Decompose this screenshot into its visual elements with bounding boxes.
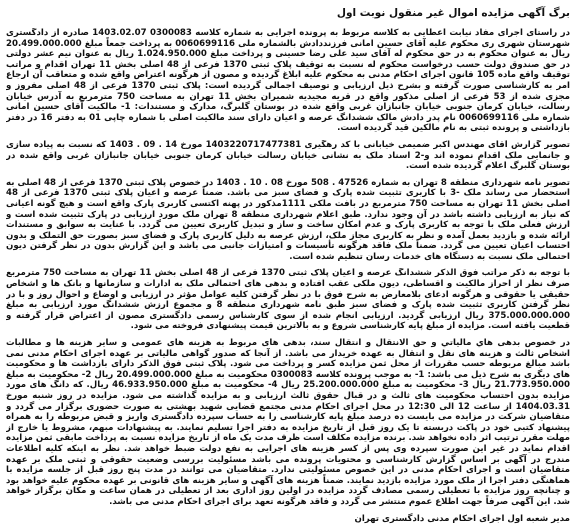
notice-paragraph-2: تصویر گزارش آقای مهندس اکبر ضمیمی خیابانی با کد رهگیری 1403220717477381 مورخ 14 . 09 . 1403 که نسبت به پیاده سازی و جانمایی ملک اقدام نموده اند و-2 اسناد ملک به نشانی خیابان رسالت خیابان کرمان جنوبی خیابان جانبازان غربی واقع شده در بوستان گلبرگ اعلام گردیده شده است. [6, 139, 570, 172]
notice-title: برگ آگهی مزایده اموال غیر منقول نوبت اول [336, 7, 570, 19]
notice-paragraph-3: تصویر نامه شهرداری منطقه 8 تهران به شماره 47526 . 508 مورخ 08 . 10 . 1403 در خصوص پلاک ثبتی 1370 فرعی از 48 اصلی به استحضار می رساند ملک -3 با کاربری تثبیت شده پارک و فضای سبز می باشد. ضمناً عرصه و اعیان پلاک ثبتی 1370 فرعی از 48 اصلی بخش 11 تهران به مساحت 750 مترمربع در بافت ملکی 1111مذکور در پهنه اکتسی کاربری پارک واقع است و هیچ گونه اعیانی که نیاز به ارزیابی داشته باشد در آن وجود ندارد. طبق اعلام شهرداری منطقه 8 تهران ملک مورد ارزیابی در پارک تثبیت شده است و ارزش فعلی ملک با توجه به کاربری پارک و عدم امکان ساخت و ساز و تبدیل کاربری تعیین می گردد. با عنایت به سوابق و مستندات ارائه شده و بازدید بعمل آمده و نظر به کاربری مجاز ملک، ارزش عرصه به دلیل کاربری پارک و فضای سبز بصورت حق التملک و بدون احتساب اعیان تعیین می گردد. ضمناً ملک فاقد هرگونه تأسیسات و امتیازات جانبی می باشد و این گزارش بدون در نظر گرفتن دیون احتمالی ملک نسبت به دستگاه های خدمات رسان تنظیم شده است. [6, 177, 570, 262]
notice-paragraph-4: با توجه به ذکر مراتب فوق الذکر ششدانگ عرصه و اعیان پلاک ثبتی 1370 فرعی از 48 اصلی بخش 11 تهران به مساحت 750 مترمربع صرف نظر از احراز مالکیت و اقساطی، دیون ملکی عقب افتاده و بدهی های احتمالی ملک به ادارات و سازمانها و بانک ها و اشخاص حقیقی یا حقوقی و هرگونه ادعای بلامعارض به شرح فوق با در نظر گرفتن کلیه عوامل مؤثر در ارزیابی و اوضاع و احوال روز و با در نظر گرفتن کاربری تثبیت شده پارک و فضای سبز طبق نامه شهرداری منطقه 8 و مجموع ارزش ششدانگ مورد ارزیابی به مبلغ 375.000.000.000 ریال ارزیابی گردید. ارزیابی انجام شده از سوی کارشناس رسمی دادگستری مصون از اعتراض قرار گرفته و قطعیت یافته است. مزایده از مبلغ پایه کارشناسی شروع و به بالاترین قیمت پیشنهادی فروخته می شود. [6, 268, 570, 332]
notice-paragraph-1: در راستای اجرای مفاد نیابت اعطایی به کلاسه مربوط به پرونده اجرایی به شماره کلاسه 0300083 1403.02.07 صادره از دادگستری شهرستان شهری ری محکوم علیه آقای حسین امانی فرزنددادش بالشماره ملی 0060699116 به پرداخت جمعاً مبلغ 20.499.000.000 ریال به عنوان محکوم به در حق محکوم له آقای سید علی رضا حسینی و پرداخت مبلغ 1.024.950.000 ریال به عنوان نیم عشر دولتی در حق صندوق دولت حسب درخواست محکوم له نسبت به توقیف پلاک ثبتی 1370 فرعی از 48 اصلی بخش 11 تهران اقدام و مراتب توقیف واقع ماده 105 قانون اجرای احکام مدنی به محکوم علیه ابلاغ گردیده و مصون از هرگونه اعتراض واقع شده و متعاقب آن ارجاع امر به کارشناسی صورت گرفته و بشرح ذیل ارزیابی و توصیف اجمالی گردیده است: پلاک ثبتی 1370 فرعی از 48 اصلی مفروز و مجزی شده از 53 فرعی از اصلی مذکور واقع در قریه مجیدیه شمیران بخش 11 تهران به مساحت 750 مترمربع به آدرس خیابان رسالت، خیابان کرمان جنوبی خیابان جانبازان غربی واقع شده در بوستان گلبرگ، مدارک و مستندات: 1- مالکیت آقای حسین امانی شماره ملی 0060699116 نام پدر دادش مالک ششدانگ عرصه و اعیان دارای سند مالکیت اصلی با شماره چاپی 01 به دفتر 16 در دفتر بازداشتی و پرونده ثبتی به نام مالکین قید گردیده است. [6, 28, 570, 134]
notice-paragraph-5: در خصوص بدهی هاي مالیاتي و حق الانتقال و انتقال سند، بدهی های مربوط به هزینه های عمومی و سایر هزینه ها و مطالبات اشخاص ثالث و هزینه های نقل و انتقال به عهده خریدار می باشد. از آنجا که صدور گواهی مالیاتی بر عهده اجرای احکام مدنی نمی باشد مبالغ مربوطه حسب مقررات از محل ثمن مزایده کسر و پرداخت می شود. پلاک ثبتی فوق الذکر دارای بازداشت ها و محکومیت های دیگری به شرح ذیل می باشد: 1- به موجب پرونده کلاسه 0300083 محکومیت به مبلغ 20.499.000.000 ریال 2- محکومیت به مبلغ 21.773.950.000 ریال 3- محکومیت به مبلغ 25.200.000.000 ریال 4- محکومیت به مبلغ 46.933.950.000 ریال. که دانگ های مورد مزایده بدون احتساب محکومیت های ثالث و در قبال حقوق ثالث ارزیابی و به مزایده گذاشته می شود. مزایده در روز شنبه مورخ 1404.03.31 از ساعت 12 الی 12:30 در محل اجرای احکام مدنی مجتمع قضایی شهید بهشتی به صورت حضوری برگزار می گردد و متقاضیان شرکت در مزایده می بایست ده درصد مبلغ پایه کارشناسی را به حساب سپرده دادگستری واریز و قبض مربوطه را به همراه پیشنهاد کتبی خود در پاکت دربسته تا یک روز قبل از تاریخ مزایده به دفتر اجرا تسلیم نمایند. به پیشنهادات مبهم، مشروط یا خارج از مهلت مقرر ترتیب اثر داده نخواهد شد. برنده مزایده مکلف است ظرف مدت یک ماه از تاریخ مزایده نسبت به پرداخت مابقی ثمن مزایده اقدام نماید در غیر این صورت سپرده وی پس از کسر هزینه های اجرایی به نفع دولت ضبط خواهد شد. نظر به اینکه کلیه اطلاعات مندرج در آگهی بر اساس گزارش کارشناسی و محتویات پرونده می باشد مسئولیت بررسی وضعیت حقوقی و ثبتی ملک بر عهده متقاضیان است و اجرای احکام مدنی در این خصوص مسئولیتی ندارد. متقاضیان می توانند در مدت پنج روز قبل از جلسه مزایده با هماهنگی دفتر اجرا از ملک مورد مزایده بازدید نمایند. ضمناً هزینه های آگهی و سایر هزینه های قانونی بر عهده محکوم علیه خواهد بود و چنانچه روز مزایده با تعطیلی رسمی مصادف گردد مزایده در اولین روز اداری بعد از تعطیلی در همان ساعت و مکان برگزار خواهد شد. این آگهی صرفاً جهت اطلاع عموم منتشر می گردد و فاقد هرگونه تعهد برای اجرای احکام مدنی می باشد. [6, 338, 570, 507]
notice-signature: مدیر شعبه اول اجرای احکام مدنی دادگستری تهران [354, 513, 570, 524]
